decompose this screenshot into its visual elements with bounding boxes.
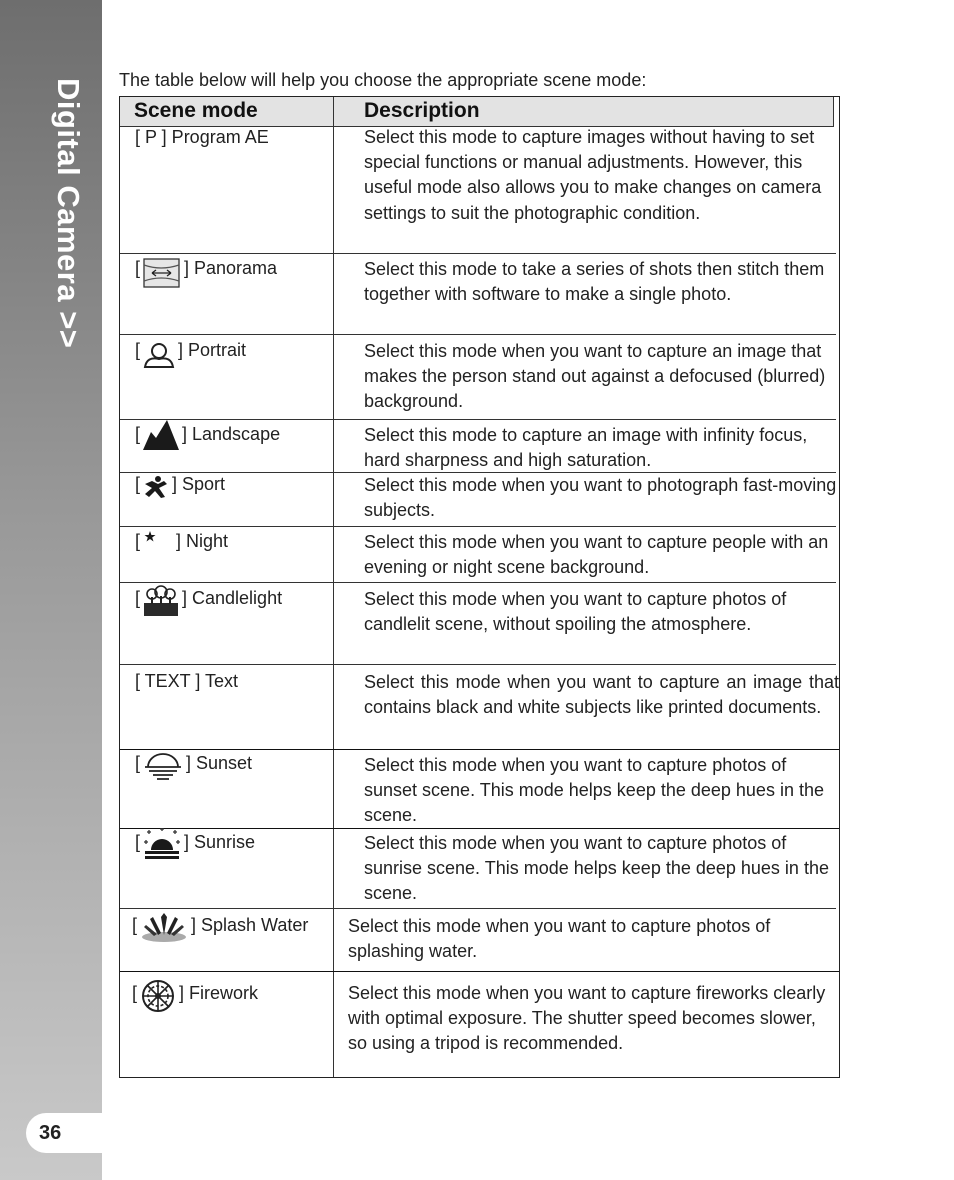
row-night-description: Select this mode when you want to capture people with an evening or night scene background. [364,532,829,578]
mode-label: [ TEXT ] Text [135,671,239,691]
row-divider [120,334,836,335]
row-sunset-mode [135,753,252,786]
page-number: 36 [26,1113,102,1153]
column-divider [333,97,334,1077]
row-landscape-mode [135,424,280,455]
mode-label: ] Landscape [182,424,281,444]
firework-icon [140,979,176,1018]
candlelight-icon [143,585,179,622]
bracket: [ [135,832,141,852]
mode-label: ] Portrait [178,340,247,360]
row-sunrise-description: Select this mode when you want to capture photos of sunrise scene. This mode helps keep the deep hues in the scene. [364,833,829,904]
mode-label: ] Sunset [186,753,253,773]
row-divider [120,419,836,420]
mode-label: [ P ] Program AE [135,127,269,147]
row-candlelight-description: Select this mode when you want to capture photos of candlelit scene, without spoiling the atmosphere. [364,589,787,635]
row-divider [120,526,836,527]
bracket: [ [135,531,141,551]
row-night-mode [135,531,228,561]
sunrise-icon [143,828,181,865]
row-text-mode [135,671,238,692]
row-portrait-mode [135,340,246,373]
bracket: [ [135,340,141,360]
landscape-icon [143,418,179,455]
panorama-icon [143,258,181,293]
row-text-description: Select this mode when you want to capture an image that contains black and white subjects like printed documents. [364,672,839,718]
bracket: [ [135,474,141,494]
row-sport-description: Select this mode when you want to photograph fast-moving subjects. [364,475,837,521]
row-program-ae-description: Select this mode to capture images without having to set special functions or manual adjustments. However, this useful mode also allows you to make changes on camera settings to suit the photographic condition. [364,127,822,223]
mode-label: ] Candlelight [182,588,283,608]
chapter-title: Digital Camera >> [51,78,86,349]
sidebar [0,0,102,1180]
sunset-icon [143,751,183,786]
row-panorama-mode [135,258,277,293]
row-firework-mode [132,983,258,1018]
row-panorama-description: Select this mode to take a series of shots then stitch them together with software to make a single photo. [364,259,825,305]
mode-label: ] Sport [172,474,226,494]
mode-label: ] Firework [179,983,259,1003]
row-sport-mode [135,474,225,504]
bracket: [ [135,258,141,278]
bracket: [ [135,753,141,773]
bracket: [ [132,983,138,1003]
portrait-icon [143,342,175,373]
row-program-ae-mode [135,127,269,148]
row-divider [120,664,836,665]
header-scene-mode: Scene mode [134,99,258,122]
row-splash-water-description: Select this mode when you want to capture photos of splashing water. [348,916,771,962]
row-landscape-description: Select this mode to capture an image with infinity focus, hard sharpness and high saturation. [364,425,808,471]
row-sunrise-mode [135,832,255,865]
bracket: [ [135,588,141,608]
mode-label: ] Night [176,531,229,551]
bracket: [ [132,915,138,935]
row-divider [120,253,836,254]
scene-mode-table [119,96,840,1078]
row-splash-water-mode [132,915,308,948]
row-divider [120,749,839,750]
mode-label: ] Panorama [184,258,278,278]
splash-water-icon [140,911,188,948]
row-sunset-description: Select this mode when you want to capture photos of sunset scene. This mode helps keep the deep hues in the scene. [364,755,824,826]
row-portrait-description: Select this mode when you want to capture an image that makes the person stand out against a defocused (blurred) background. [364,341,826,412]
mode-label: ] Splash Water [191,915,309,935]
header-description: Description [364,99,480,122]
row-divider [120,908,836,909]
row-divider [120,971,839,972]
row-divider [120,582,836,583]
table-header [120,97,834,127]
sport-icon [143,475,169,504]
row-firework-description: Select this mode when you want to capture fireworks clearly with optimal exposure. The shutter speed becomes slower, so using a tripod is recommended. [348,983,826,1054]
night-icon [143,528,173,561]
bracket: [ [135,424,141,444]
row-candlelight-mode [135,588,282,622]
intro-text: The table below will help you choose the appropriate scene mode: [119,70,647,90]
mode-label: ] Sunrise [184,832,256,852]
